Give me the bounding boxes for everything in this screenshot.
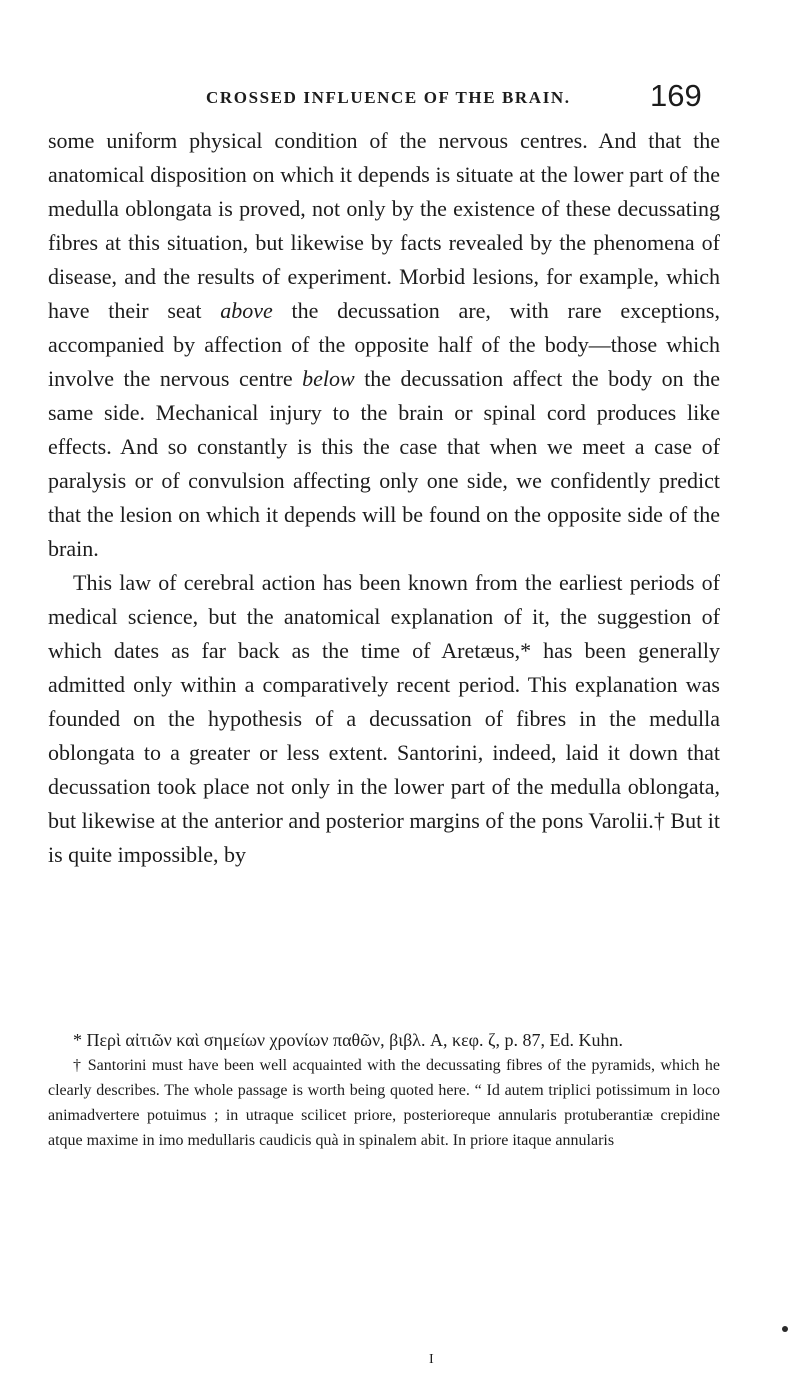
emphasis-above: above	[220, 298, 273, 323]
signature-mark: I	[429, 1352, 434, 1367]
footnote-1: * Περὶ αἰτιῶν καὶ σημείων χρονίων παθῶν, βιβλ. A, κεφ. ζ, p. 87, Ed. Kuhn.	[73, 1030, 623, 1050]
body-text	[48, 124, 720, 872]
paragraph-1	[48, 124, 720, 566]
footnote-2: † Santorini must have been well acquainted with the decussating fibres of the pyramids, which he clearly describes. The whole passage is worth being quoted here. “ Id autem triplici potissimum in loco animadvertere potuimus ; in utraque scilicet priore, posterioreque annularis protuberantiæ crepidine atque maxime in imo medullaris caudicis quà in spinalem abit. In priore itaque annularis	[48, 1057, 720, 1149]
footnotes	[48, 1027, 720, 1153]
margin-dot-icon	[782, 1326, 788, 1332]
emphasis-below: below	[302, 366, 355, 391]
paragraph-1-text-a: some uniform physical condition of the nervous centres. And that the anatomical disposition on which it depends is situate at the lower part of the medulla oblongata is proved, not only by the existence of these decussating fibres at this situation, but likewise by facts revealed by the phenomena of disease, and the results of experiment. Morbid lesions, for example, which have their seat	[48, 128, 720, 323]
paragraph-1-text-b: the decussation are, with rare exceptions, accompanied by affection of the opposite half of the body—those which involve the nervous centre	[48, 298, 720, 391]
running-head: CROSSED INFLUENCE OF THE BRAIN.	[206, 88, 571, 107]
paragraph-2: This law of cerebral action has been known from the earliest periods of medical science, but the anatomical explanation of it, the suggestion of which dates as far back as the time of Aretæus,* has been generally admitted only within a comparatively recent period. This explanation was founded on the hypothesis of a decussation of fibres in the medulla oblongata to a greater or less extent. Santorini, indeed, laid it down that decussation took place not only in the lower part of the medulla oblongata, but likewise at the anterior and posterior margins of the pons Varolii.† But it is quite impossible, by	[48, 570, 720, 867]
page-number: 169	[650, 78, 702, 113]
paragraph-1-text-c: the decussation affect the body on the same side. Mechanical injury to the brain or spinal cord produces like effects. And so constantly is this the case that when we meet a case of paralysis or of convulsion affecting only one side, we confidently predict that the lesion on which it depends will be found on the opposite side of the brain.	[48, 366, 720, 561]
